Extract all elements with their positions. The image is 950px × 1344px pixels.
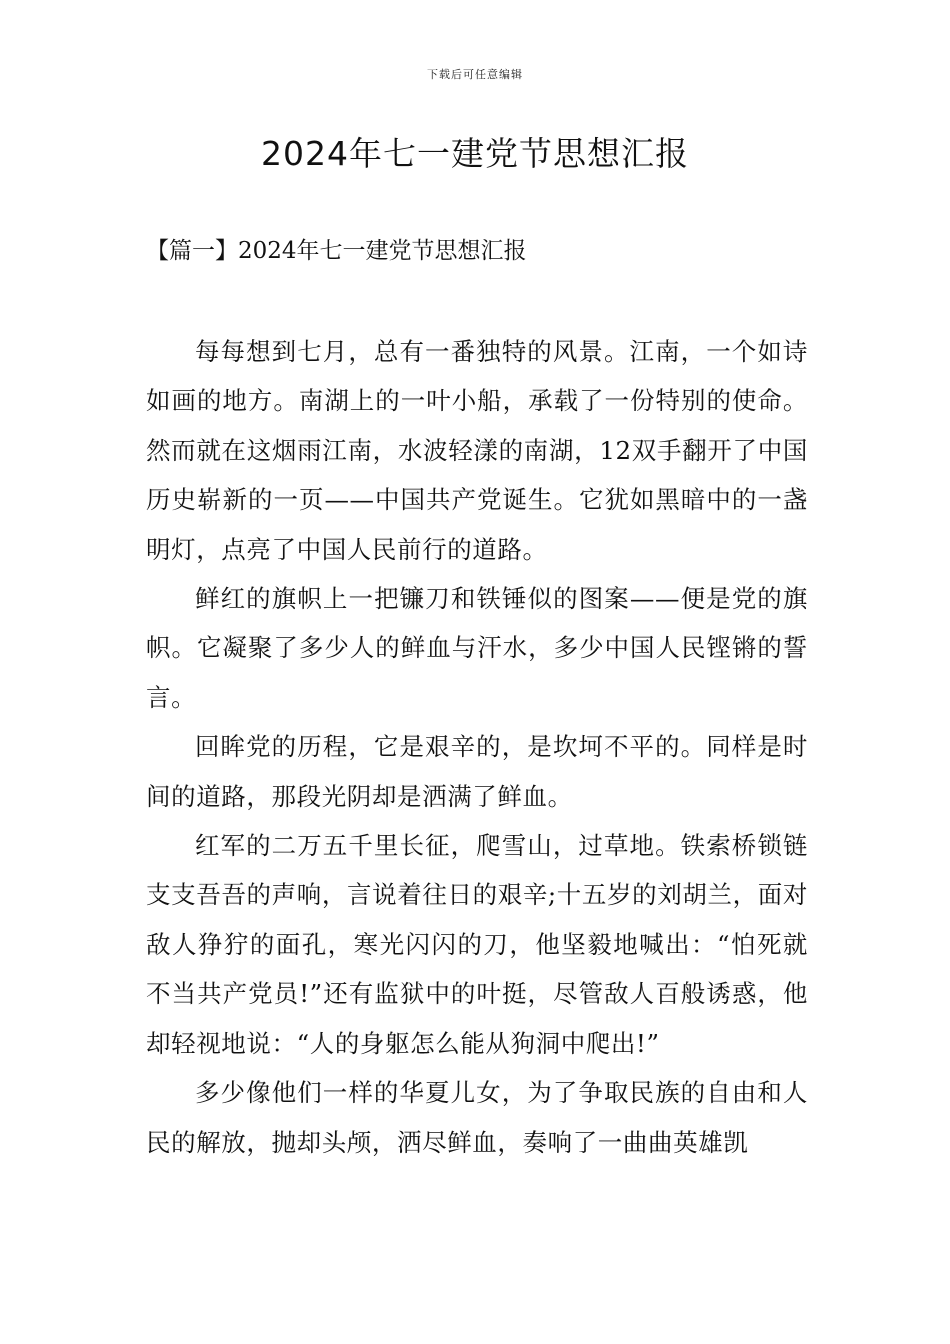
- paragraph-5: 多少像他们一样的华夏儿女，为了争取民族的自由和人民的解放，抛却头颅，洒尽鲜血，奏响了一曲曲英雄凯: [146, 1078, 808, 1157]
- document-title: 2024年七一建党节思想汇报: [261, 134, 689, 173]
- paragraph-2: 鲜红的旗帜上一把镰刀和铁锤似的图案——便是党的旗帜。它凝聚了多少人的鲜血与汗水，多少中国人民铿锵的誓言。: [146, 584, 808, 712]
- paragraph-3: 回眸党的历程，它是艰辛的，是坎坷不平的。同样是时间的道路，那段光阴却是洒满了鲜血。: [146, 732, 808, 811]
- paragraph-1: 每每想到七月，总有一番独特的风景。江南，一个如诗如画的地方。南湖上的一叶小船，承载了一份特别的使命。然而就在这烟雨江南，水波轻漾的南湖，12双手翻开了中国历史崭新的一页——中国共产党诞生。它犹如黑暗中的一盏明灯，点亮了中国人民前行的道路。: [146, 337, 808, 564]
- section-heading: 【篇一】2024年七一建党节思想汇报: [146, 238, 527, 264]
- document-body: [146, 327, 808, 1167]
- paragraph-4: 红军的二万五千里长征，爬雪山，过草地。铁索桥锁链支支吾吾的声响，言说着往日的艰辛;十五岁的刘胡兰，面对敌人狰狞的面孔，寒光闪闪的刀，他坚毅地喊出：“怕死就不当共产党员!”还有监狱中的叶挺，尽管敌人百般诱惑，他却轻视地说：“人的身躯怎么能从狗洞中爬出!”: [146, 831, 808, 1058]
- header-note: 下载后可任意编辑: [427, 68, 523, 81]
